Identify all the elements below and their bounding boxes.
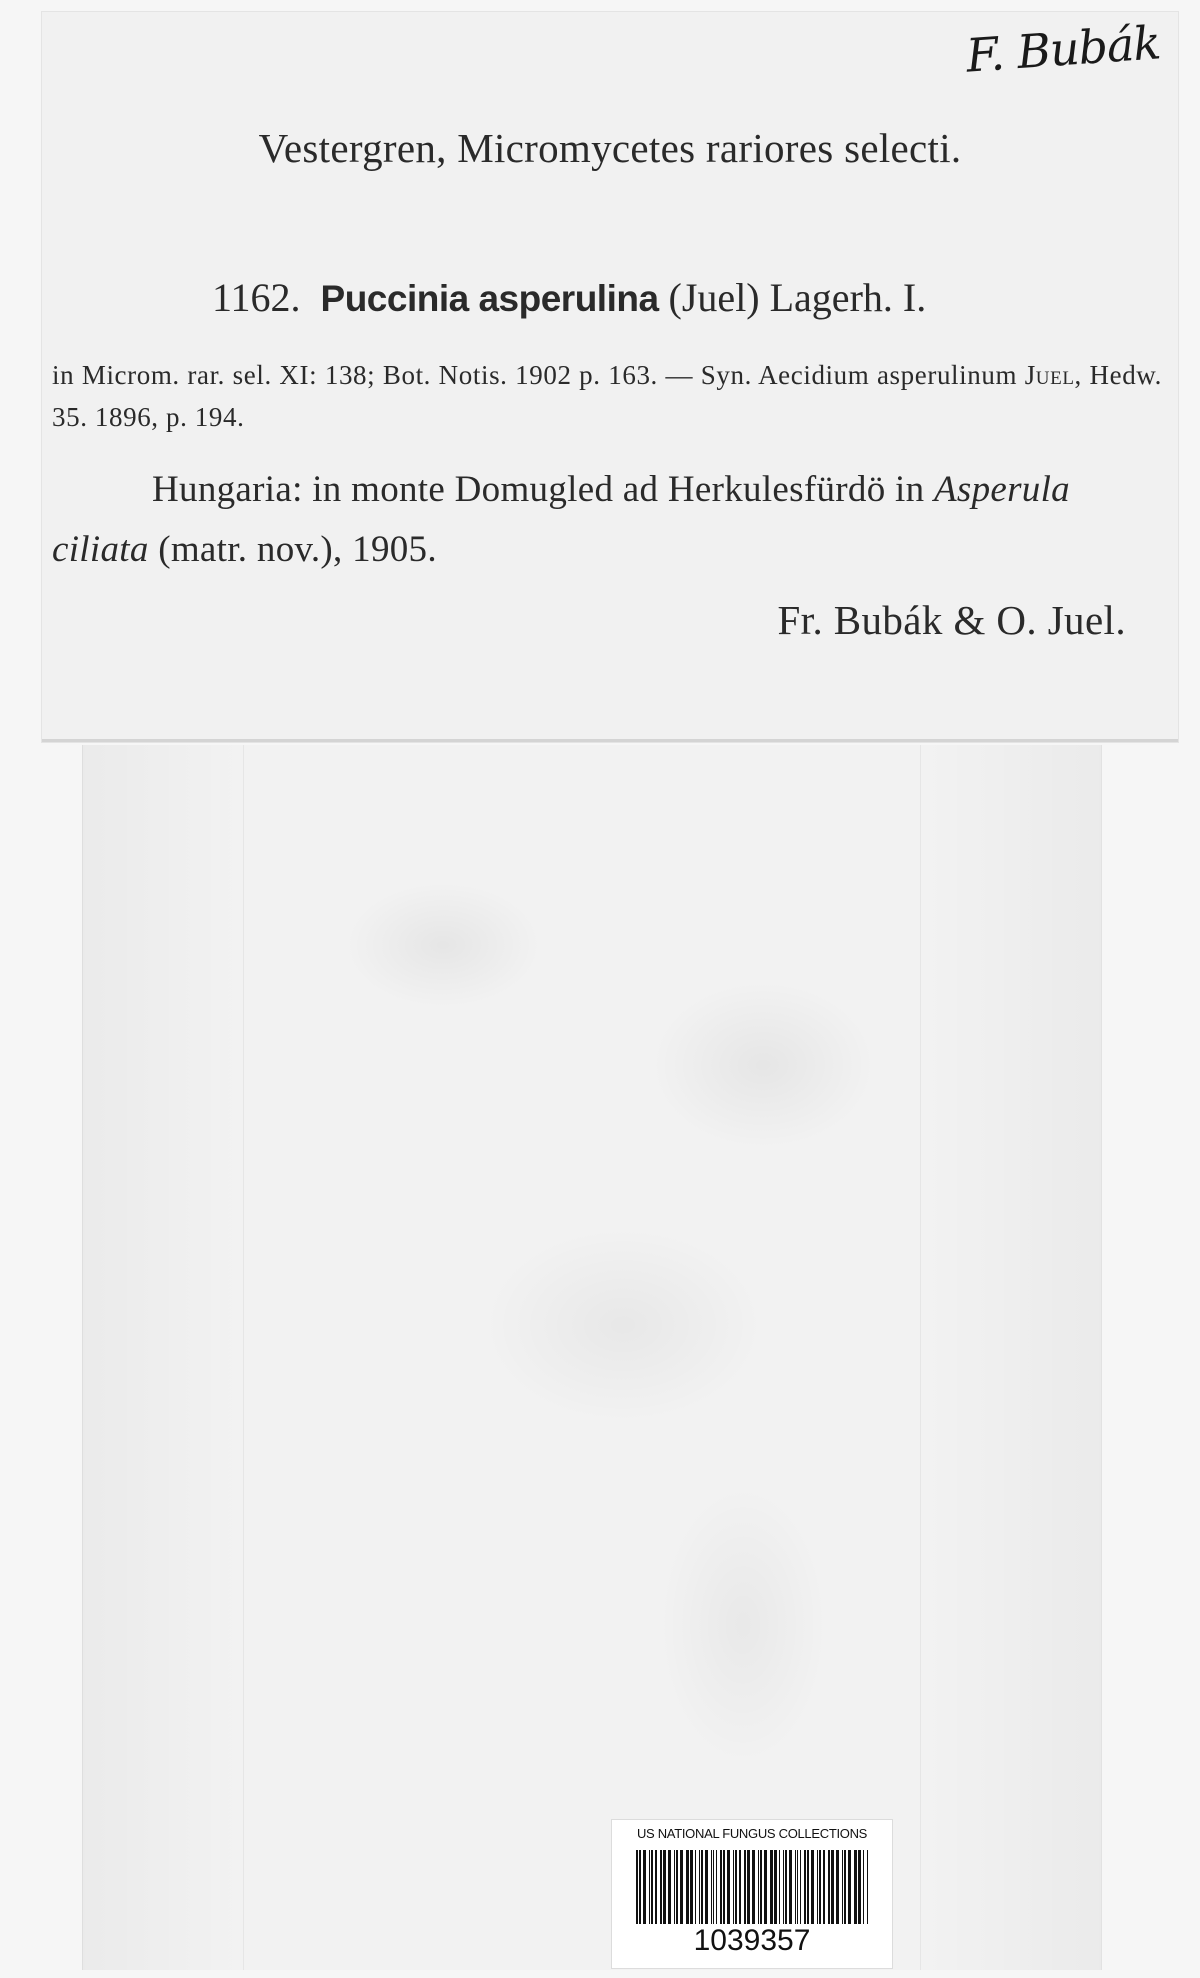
species-name: Puccinia asperulina bbox=[320, 278, 659, 319]
entry-line bbox=[212, 274, 926, 321]
specimen-envelope bbox=[82, 745, 1102, 1970]
envelope-left-fold bbox=[83, 745, 244, 1970]
label-edge bbox=[42, 739, 1178, 742]
barcode-icon bbox=[636, 1850, 868, 1924]
collection-name: US NATIONAL FUNGUS COLLECTIONS bbox=[636, 1826, 868, 1841]
locality-rest: (matr. nov.), 1905. bbox=[148, 529, 437, 570]
citation-part-1: in Microm. rar. sel. XI: 138; Bot. Notis. 1902 p. 163. — Syn. Aecidium asperulinum bbox=[52, 360, 1025, 390]
series-title: Vestergren, Micromycetes rariores selecti. bbox=[258, 125, 962, 171]
printed-label bbox=[42, 12, 1178, 742]
barcode-number: 1039357 bbox=[693, 1924, 811, 1957]
entry-number: 1162. bbox=[212, 275, 301, 320]
citation-text bbox=[52, 354, 1162, 438]
specimen-shadow bbox=[243, 805, 963, 1805]
citation-part-2: , Hedw. 35. 1896, p. 194. bbox=[52, 360, 1162, 432]
locality-text bbox=[52, 460, 1168, 580]
species-authority: (Juel) Lagerh. I. bbox=[668, 275, 927, 320]
citation-author: Juel bbox=[1024, 360, 1075, 390]
handwritten-signature: F. Bubák bbox=[964, 15, 1162, 83]
collectors: Fr. Bubák & O. Juel. bbox=[777, 597, 1126, 643]
locality-main: Hungaria: in monte Domugled ad Herkulesfürdö in bbox=[152, 469, 934, 510]
host-name: Asperula ciliata bbox=[52, 469, 1070, 570]
barcode-label bbox=[612, 1820, 892, 1968]
